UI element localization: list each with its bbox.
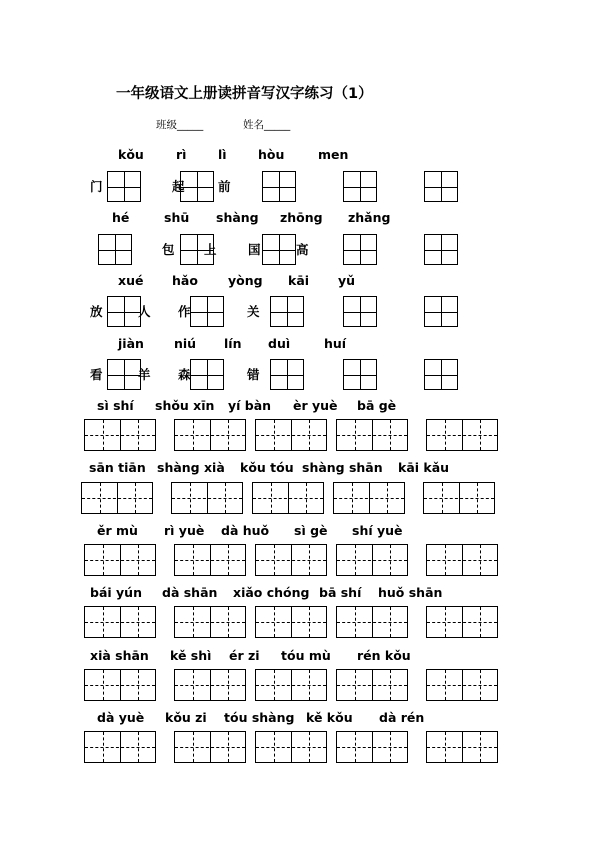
pinyin-label: kāi kǎu	[398, 460, 450, 475]
writing-box[interactable]	[84, 669, 156, 701]
hint-character: 起	[172, 179, 185, 194]
writing-box[interactable]	[336, 731, 408, 763]
pinyin-label: kě kǒu	[306, 710, 353, 725]
hint-character: 错	[247, 367, 260, 382]
pinyin-label: sì gè	[294, 523, 328, 538]
hint-character: 上	[204, 242, 217, 257]
writing-box[interactable]	[84, 731, 156, 763]
pinyin-label: men	[318, 147, 349, 162]
pinyin-label: xià shān	[90, 648, 149, 663]
writing-box[interactable]	[270, 359, 304, 390]
pinyin-label: hé	[112, 210, 130, 225]
pinyin-label: xiǎo chóng	[233, 585, 310, 600]
hint-character: 放	[90, 304, 103, 319]
writing-box[interactable]	[98, 234, 132, 265]
writing-box[interactable]	[426, 544, 498, 576]
pinyin-label: shàng xià	[157, 460, 225, 475]
pinyin-label: huǒ shān	[378, 585, 443, 600]
writing-box[interactable]	[255, 606, 327, 638]
hint-character: 看	[90, 367, 103, 382]
writing-box[interactable]	[255, 669, 327, 701]
pinyin-label: zhǎng	[348, 210, 391, 225]
writing-box[interactable]	[174, 544, 246, 576]
writing-box[interactable]	[171, 482, 243, 514]
writing-box[interactable]	[190, 296, 224, 327]
writing-box[interactable]	[255, 419, 327, 451]
writing-box[interactable]	[426, 731, 498, 763]
pinyin-label: bái yún	[90, 585, 142, 600]
writing-box[interactable]	[262, 234, 296, 265]
hint-character: 人	[138, 304, 151, 319]
writing-box[interactable]	[343, 171, 377, 202]
pinyin-label: dà rén	[379, 710, 425, 725]
writing-box[interactable]	[84, 419, 156, 451]
pinyin-label: rì yuè	[164, 523, 205, 538]
writing-box[interactable]	[255, 544, 327, 576]
hint-character: 森	[178, 367, 191, 382]
pinyin-label: hòu	[258, 147, 285, 162]
writing-box[interactable]	[174, 419, 246, 451]
hint-character: 羊	[138, 367, 151, 382]
pinyin-label: yòng	[228, 273, 263, 288]
pinyin-label: sān tiān	[89, 460, 146, 475]
writing-box[interactable]	[336, 544, 408, 576]
pinyin-label: shǒu xīn	[155, 398, 215, 413]
writing-box[interactable]	[180, 234, 214, 265]
name-label: 姓名_____	[243, 119, 291, 131]
writing-box[interactable]	[107, 296, 141, 327]
writing-box[interactable]	[343, 234, 377, 265]
writing-box[interactable]	[255, 731, 327, 763]
pinyin-label: shū	[164, 210, 190, 225]
writing-box[interactable]	[333, 482, 405, 514]
pinyin-label: yǔ	[338, 273, 356, 288]
writing-box[interactable]	[426, 419, 498, 451]
class-label: 班级_____	[156, 119, 204, 131]
pinyin-label: kāi	[288, 273, 310, 288]
writing-box[interactable]	[174, 731, 246, 763]
pinyin-label: dà huǒ	[221, 523, 270, 538]
pinyin-label: lì	[218, 147, 227, 162]
writing-box[interactable]	[107, 171, 141, 202]
writing-box[interactable]	[426, 606, 498, 638]
pinyin-label: tóu mù	[281, 648, 331, 663]
hint-character: 关	[247, 304, 260, 319]
pinyin-label: ér zi	[229, 648, 260, 663]
pinyin-label: dà yuè	[97, 710, 145, 725]
pinyin-label: èr yuè	[293, 398, 338, 413]
pinyin-label: huí	[324, 336, 347, 351]
writing-box[interactable]	[107, 359, 141, 390]
writing-box[interactable]	[424, 359, 458, 390]
pinyin-label: rén kǒu	[357, 648, 411, 663]
writing-box[interactable]	[424, 296, 458, 327]
hint-character: 包	[162, 242, 175, 257]
writing-box[interactable]	[336, 419, 408, 451]
pinyin-label: yí bàn	[228, 398, 272, 413]
hint-character: 门	[90, 179, 103, 194]
hint-character: 前	[218, 179, 231, 194]
writing-box[interactable]	[336, 606, 408, 638]
writing-box[interactable]	[343, 359, 377, 390]
pinyin-label: tóu shàng	[224, 710, 295, 725]
pinyin-label: jiàn	[118, 336, 144, 351]
writing-box[interactable]	[84, 606, 156, 638]
pinyin-label: kě shì	[170, 648, 212, 663]
hint-character: 作	[178, 304, 191, 319]
writing-box[interactable]	[190, 359, 224, 390]
writing-box[interactable]	[81, 482, 153, 514]
pinyin-label: shàng	[216, 210, 259, 225]
pinyin-label: ěr mù	[97, 523, 138, 538]
pinyin-label: bā gè	[357, 398, 397, 413]
writing-box[interactable]	[423, 482, 495, 514]
pinyin-label: lín	[224, 336, 242, 351]
writing-box[interactable]	[84, 544, 156, 576]
writing-box[interactable]	[343, 296, 377, 327]
pinyin-label: zhōng	[280, 210, 323, 225]
writing-box[interactable]	[424, 234, 458, 265]
pinyin-label: xué	[118, 273, 144, 288]
hint-character: 国	[248, 242, 261, 257]
pinyin-label: shí yuè	[352, 523, 403, 538]
pinyin-label: duì	[268, 336, 291, 351]
writing-box[interactable]	[174, 606, 246, 638]
writing-box[interactable]	[424, 171, 458, 202]
pinyin-label: shàng shān	[302, 460, 383, 475]
pinyin-label: dà shān	[162, 585, 218, 600]
writing-box[interactable]	[180, 171, 214, 202]
pinyin-label: kǒu tóu	[240, 460, 294, 475]
writing-box[interactable]	[426, 669, 498, 701]
pinyin-label: sì shí	[97, 398, 134, 413]
pinyin-label: niú	[174, 336, 197, 351]
pinyin-label: bā shí	[319, 585, 362, 600]
pinyin-label: hǎo	[172, 273, 198, 288]
writing-box[interactable]	[262, 171, 296, 202]
writing-box[interactable]	[336, 669, 408, 701]
pinyin-label: rì	[176, 147, 187, 162]
writing-box[interactable]	[174, 669, 246, 701]
page-title: 一年级语文上册读拼音写汉字练习（1）	[116, 86, 373, 102]
pinyin-label: kǒu zi	[165, 710, 207, 725]
writing-box[interactable]	[270, 296, 304, 327]
hint-character: 高	[296, 242, 309, 257]
writing-box[interactable]	[252, 482, 324, 514]
pinyin-label: kǒu	[118, 147, 144, 162]
